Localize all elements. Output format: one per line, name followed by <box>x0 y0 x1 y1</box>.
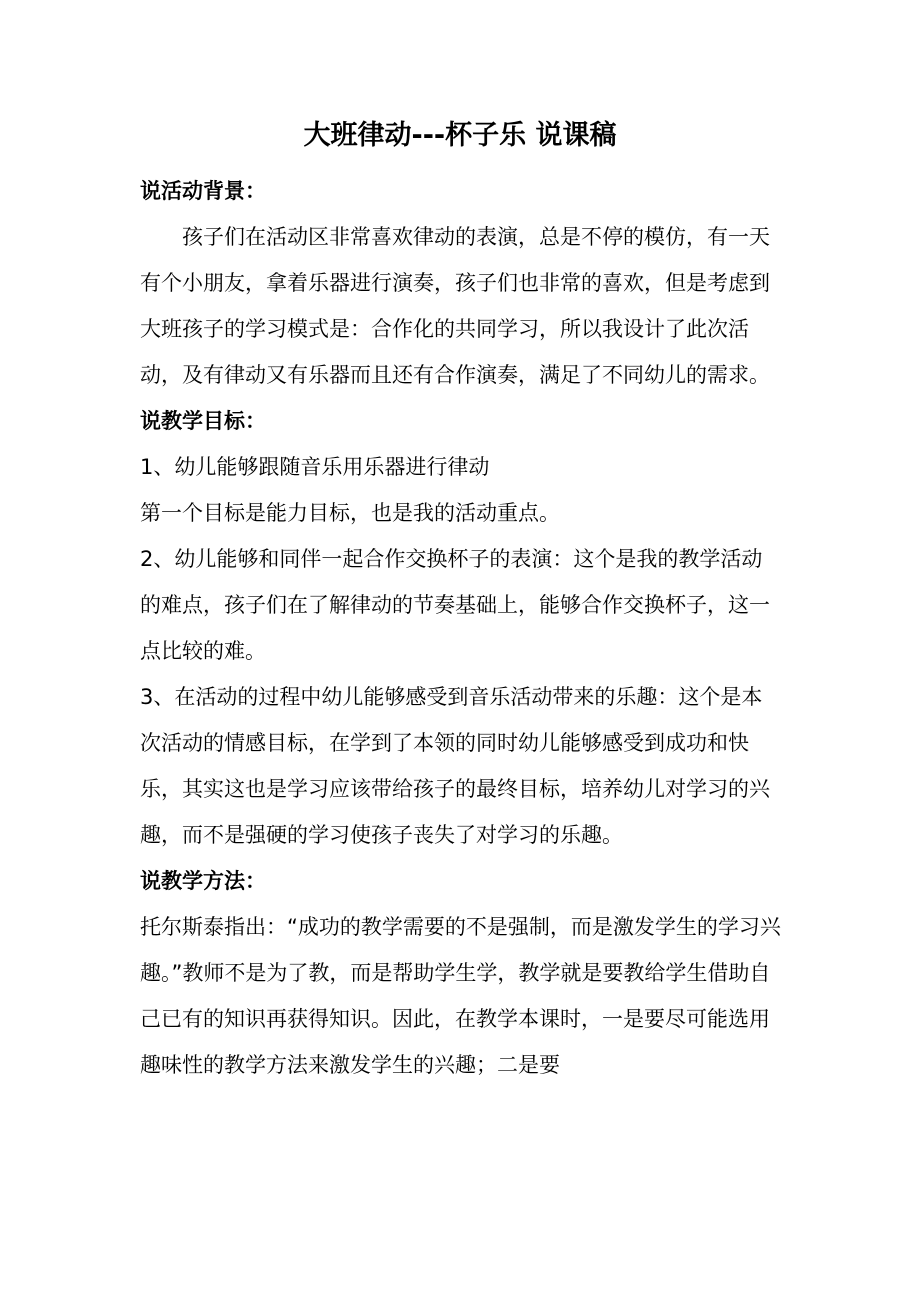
methods-paragraph: 托尔斯泰指出：“成功的教学需要的不是强制，而是激发学生的学习兴趣。”教师不是为了教，而是帮助学生学，教学就是要教给学生借助自己已有的知识再获得知识。因此，在教学本课时，一是要尽可能选用趣味性的教学方法来激发学生的兴趣；二是要 <box>140 915 781 1077</box>
section-heading-methods: 说教学方法： <box>140 869 266 893</box>
background-paragraph: 孩子们在活动区非常喜欢律动的表演，总是不停的模仿，有一天有个小朋友，拿着乐器进行演奏，孩子们也非常的喜欢，但是考虑到大班孩子的学习模式是：合作化的共同学习，所以我设计了此次活动，及有律动又有乐器而且还有合作演奏，满足了不同幼儿的需求。 <box>140 225 770 387</box>
goal-2: 2、幼儿能够和同伴一起合作交换杯子的表演：这个是我的教学活动的难点，孩子们在了解律动的节奏基础上，能够合作交换杯子，这一点比较的难。 <box>140 547 770 663</box>
goal-1-note: 第一个目标是能力目标，也是我的活动重点。 <box>140 501 560 525</box>
document-title: 大班律动---杯子乐 说课稿 <box>303 120 617 151</box>
section-heading-background: 说活动背景： <box>140 179 266 203</box>
section-heading-goals: 说教学目标： <box>140 409 266 433</box>
goal-3: 3、在活动的过程中幼儿能够感受到音乐活动带来的乐趣：这个是本次活动的情感目标，在学到了本领的同时幼儿能够感受到成功和快乐，其实这也是学习应该带给孩子的最终目标，培养幼儿对学习的兴趣，而不是强硬的学习使孩子丧失了对学习的乐趣。 <box>140 685 770 847</box>
document-body <box>140 168 782 1088</box>
goal-1: 1、幼儿能够跟随音乐用乐器进行律动 <box>140 455 490 479</box>
